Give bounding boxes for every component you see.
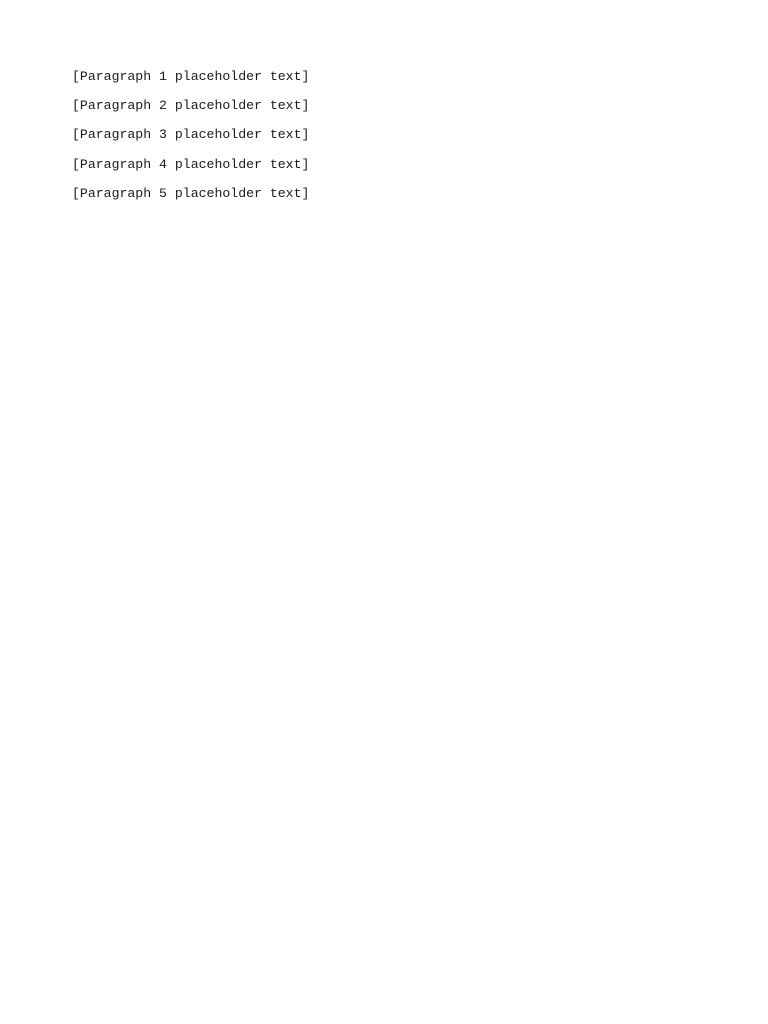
paragraph: [Paragraph 3 placeholder text] [72, 127, 310, 143]
paragraph: [Paragraph 1 placeholder text] [72, 69, 310, 84]
paragraph: [Paragraph 5 placeholder text] [72, 185, 310, 201]
document-page [0, 0, 768, 201]
paragraph: [Paragraph 2 placeholder text] [72, 98, 310, 114]
paragraph: [Paragraph 4 placeholder text] [72, 156, 310, 172]
